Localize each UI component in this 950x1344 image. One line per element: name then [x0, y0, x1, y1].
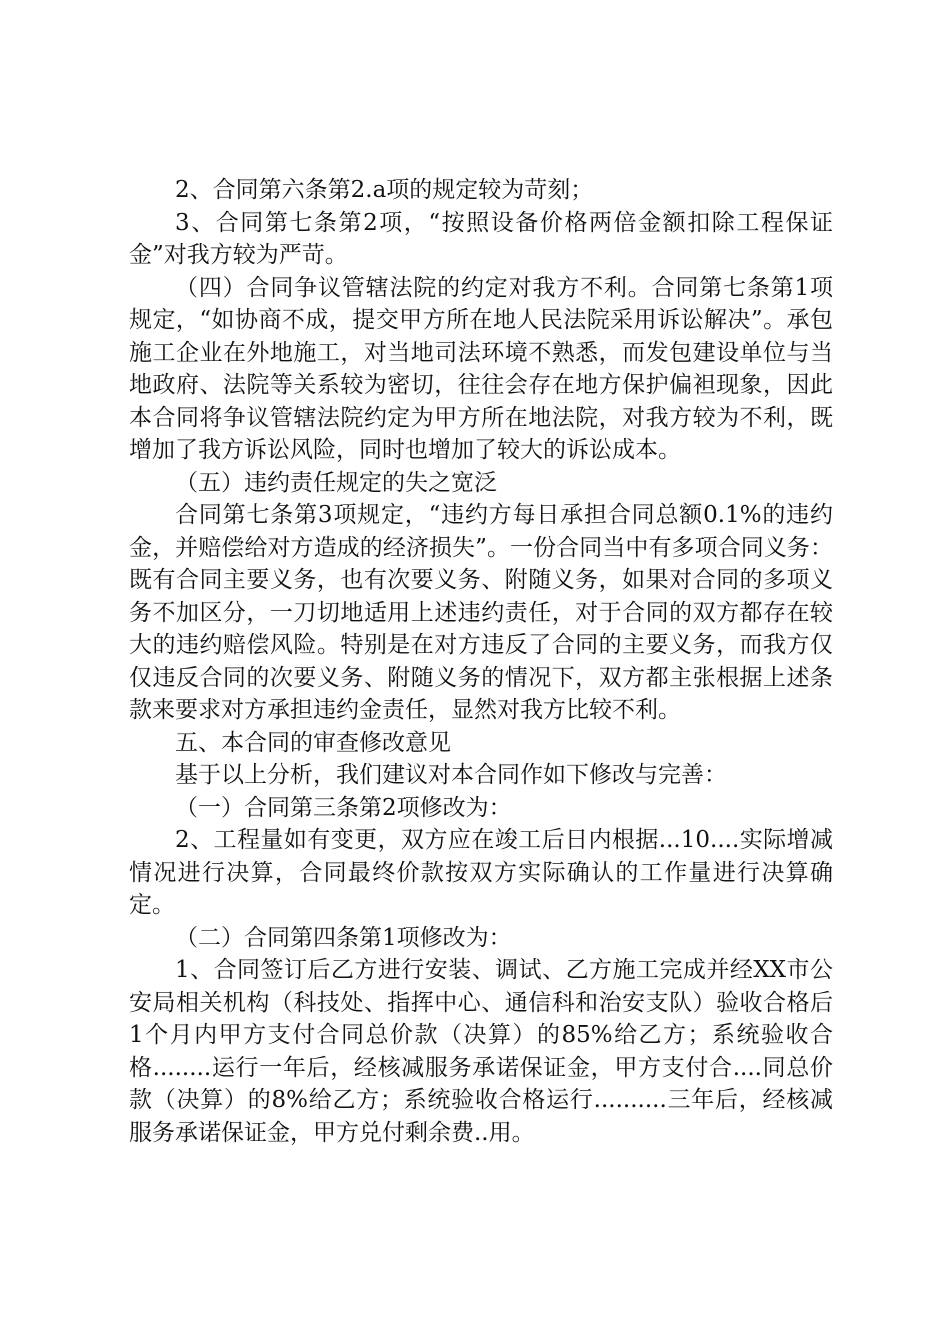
paragraph-heading-liability: （五）违约责任规定的失之宽泛 — [175, 469, 497, 496]
document-body — [129, 174, 833, 1149]
paragraph-liability: 合同第七条第3项规定，“违约方每日承担合同总额0.1%的违约金，并赔偿给对方造成的经济损失”。一份合同当中有多项合同义务：既有合同主要义务，也有次要义务、附随义务，如果对合同的多项义务不加区分，一刀切地适用上述违约责任，对于合同的双方都存在较大的违约赔偿风险。特别是在对方违反了合同的主要义务，而我方仅仅违反合同的次要义务、附随义务的情况下，双方都主张根据上述条款来要求对方承担违约金责任，显然对我方比较不利。 — [129, 502, 833, 723]
paragraph-heading-clause-3-2: （一）合同第三条第2项修改为： — [175, 794, 512, 821]
paragraph-jurisdiction: （四）合同争议管辖法院的约定对我方不利。合同第七条第1项规定，“如协商不成，提交甲方所在地人民法院采用诉讼解决”。承包施工企业在外地施工，对当地司法环境不熟悉，而发包建设单位与当地政府、法院等关系较为密切，往往会存在地方保护偏袒现象，因此本合同将争议管辖法院约定为甲方所在地法院，对我方较为不利，既增加了我方诉讼风险，同时也增加了较大的诉讼成本。 — [129, 274, 833, 463]
paragraph-clause-6-2a: 2、合同第六条第2.a项的规定较为苛刻； — [175, 177, 594, 203]
paragraph-clause-4-1-revision: 1、合同签订后乙方进行安装、调试、乙方施工完成并经XX市公安局相关机构（科技处、指挥中心、通信科和治安支队）验收合格后1个月内甲方支付合同总价款（决算）的85%给乙方；系统验收合格........运行一年后，经核减服务承诺保证金，甲方支付合....同总价款（决算）的8%给乙方；系统验收合格运行..........三年后，经核减服务承诺保证金，甲方兑付剩余费..用。 — [129, 957, 833, 1146]
paragraph-heading-clause-4-1: （二）合同第四条第1项修改为： — [175, 924, 512, 951]
paragraph-suggestion-intro: 基于以上分析，我们建议对本合同作如下修改与完善： — [175, 762, 727, 788]
paragraph-clause-7-2: 3、合同第七条第2项，“按照设备价格两倍金额扣除工程保证金”对我方较为严苛。 — [129, 209, 833, 268]
paragraph-section-five-heading: 五、本合同的审查修改意见 — [175, 729, 451, 756]
paragraph-clause-3-2-revision: 2、工程量如有变更，双方应在竣工后日内根据...10....实际增减情况进行决算，合同最终价款按双方实际确认的工作量进行决算确定。 — [129, 827, 833, 918]
